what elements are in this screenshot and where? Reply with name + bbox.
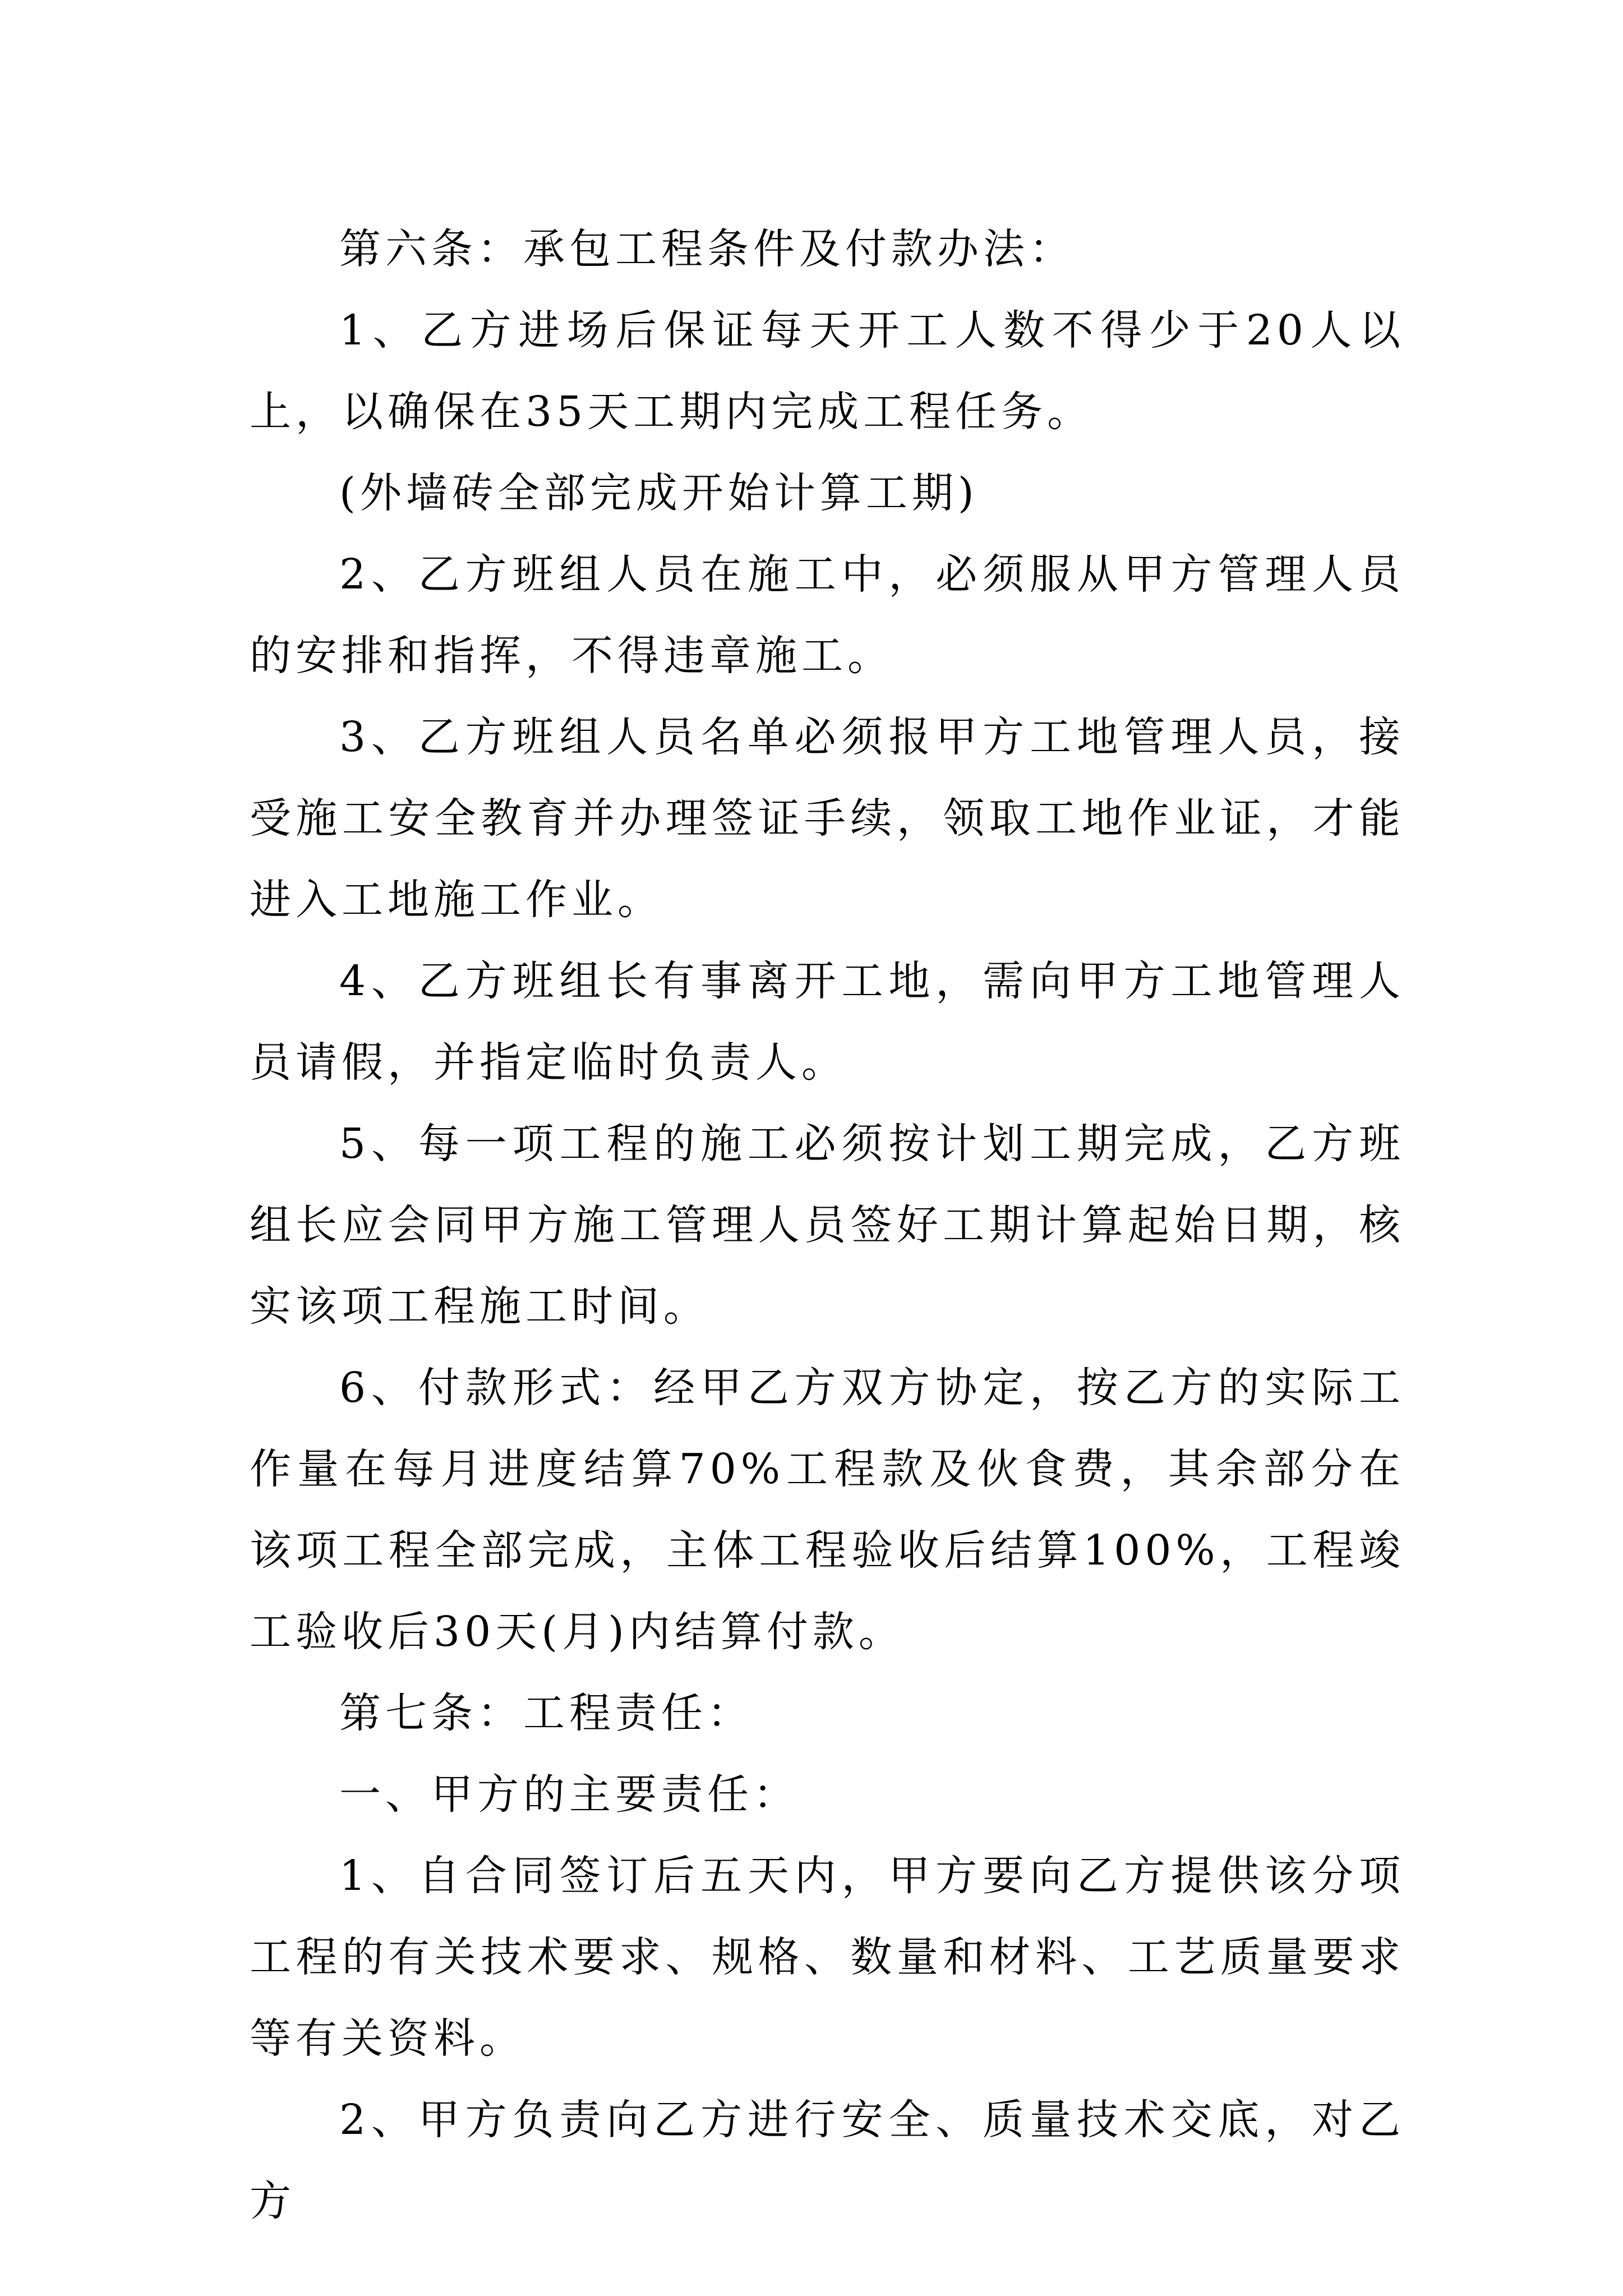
- document-body: [250, 209, 1405, 2242]
- article-7-heading: 第七条：工程责任：: [339, 1689, 753, 1737]
- clause-7-1: 1、自合同签订后五天内，甲方要向乙方提供该分项工程的有关技术要求、规格、数量和材料、工艺质量要求等有关资料。: [250, 1852, 1405, 2063]
- clause-6-1: 1、乙方进场后保证每天开工人数不得少于20人以上，以确保在35天工期内完成工程任务。: [250, 306, 1405, 436]
- clause-7-2: 2、甲方负责向乙方进行安全、质量技术交底，对乙方: [250, 2096, 1405, 2225]
- clause-6-3: 3、乙方班组人员名单必须报甲方工地管理人员，接受施工安全教育并办理签证手续，领取工地作业证，才能进入工地施工作业。: [250, 713, 1405, 924]
- clause-6-1-note: (外墙砖全部完成开始计算工期): [339, 469, 979, 517]
- section-party-a-heading: 一、甲方的主要责任：: [339, 1770, 799, 1819]
- clause-6-5: 5、每一项工程的施工必须按计划工期完成，乙方班组长应会同甲方施工管理人员签好工期计算起始日期，核实该项工程施工时间。: [250, 1120, 1405, 1331]
- clause-6-6: 6、付款形式：经甲乙方双方协定，按乙方的实际工作量在每月进度结算70%工程款及伙食费，其余部分在该项工程全部完成，主体工程验收后结算100%，工程竣工验收后30天(月)内结算付款。: [250, 1364, 1405, 1656]
- clause-6-4: 4、乙方班组长有事离开工地，需向甲方工地管理人员请假，并指定临时负责人。: [250, 957, 1405, 1087]
- article-6-heading: 第六条：承包工程条件及付款办法：: [339, 225, 1075, 273]
- clause-6-2: 2、乙方班组人员在施工中，必须服从甲方管理人员的安排和指挥，不得违章施工。: [250, 550, 1405, 680]
